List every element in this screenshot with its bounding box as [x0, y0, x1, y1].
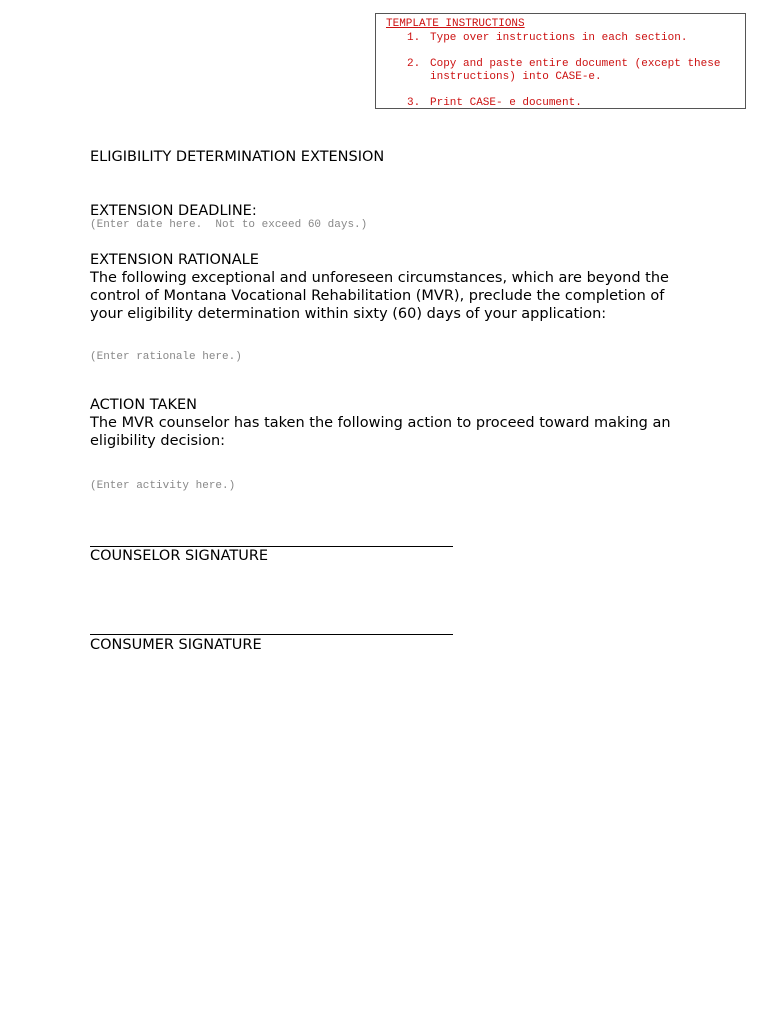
extension-deadline-field[interactable]: (Enter date here. Not to exceed 60 days.) — [90, 219, 368, 231]
instruction-item — [407, 97, 737, 110]
instruction-number: 2. — [407, 58, 421, 70]
action-taken-text: The MVR counselor has taken the following action to proceed toward making an eligibility decision: — [90, 415, 671, 449]
instruction-text: Type over instructions in each section. — [430, 32, 688, 44]
instructions-title: TEMPLATE INSTRUCTIONS — [386, 18, 525, 30]
rationale-field[interactable]: (Enter rationale here.) — [90, 351, 242, 363]
counselor-signature-label: COUNSELOR SIGNATURE — [90, 548, 269, 564]
activity-field[interactable]: (Enter activity here.) — [90, 480, 236, 492]
instruction-text: Copy and paste entire document (except these instructions) into CASE-e. — [430, 58, 721, 83]
instruction-number: 3. — [407, 97, 421, 109]
instruction-item — [407, 32, 737, 45]
extension-deadline-label: EXTENSION DEADLINE: — [90, 203, 257, 219]
template-instructions-box — [375, 13, 746, 109]
instruction-item — [407, 58, 737, 84]
extension-rationale-heading: EXTENSION RATIONALE — [90, 252, 259, 268]
consumer-signature-line — [90, 634, 453, 635]
instruction-number: 1. — [407, 32, 421, 44]
instruction-text: Print CASE- e document. — [430, 97, 582, 109]
extension-rationale-text: The following exceptional and unforeseen circumstances, which are beyond the control of Montana Vocational Rehabilitation (MVR), preclude the completion of your eligibility determination within sixty (60) days of your application: — [90, 270, 669, 322]
document-title: ELIGIBILITY DETERMINATION EXTENSION — [90, 149, 385, 165]
consumer-signature-label: CONSUMER SIGNATURE — [90, 637, 262, 653]
action-taken-heading: ACTION TAKEN — [90, 397, 197, 413]
